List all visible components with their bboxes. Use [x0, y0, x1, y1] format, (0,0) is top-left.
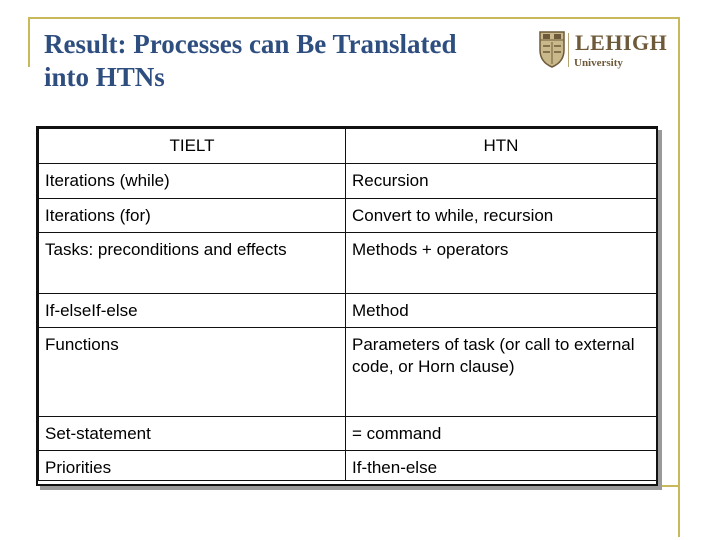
logo-subtitle: University	[574, 57, 623, 69]
logo-divider	[568, 33, 569, 67]
table-row	[39, 233, 657, 294]
comparison-table	[38, 128, 657, 481]
shield-icon	[538, 30, 566, 68]
table-cell: Recursion	[346, 164, 657, 199]
table-cell: Iterations (while)	[39, 164, 346, 199]
table-cell: Functions	[39, 328, 346, 417]
table-cell: Tasks: preconditions and effects	[39, 233, 346, 294]
lehigh-logo	[538, 30, 668, 70]
table-row	[39, 451, 657, 481]
table-row	[39, 164, 657, 199]
table-cell: If-elseIf-else	[39, 294, 346, 328]
title-line-1: Result: Processes can Be Translated	[44, 29, 457, 59]
table-cell: Priorities	[39, 451, 346, 481]
column-header-tielt: TIELT	[39, 129, 346, 164]
table-cell: Set-statement	[39, 417, 346, 451]
frame-left-rule	[28, 17, 30, 67]
table-cell: Methods + operators	[346, 233, 657, 294]
table-row	[39, 199, 657, 233]
frame-top-rule	[28, 17, 678, 19]
table-cell: Parameters of task (or call to external code, or Horn clause)	[346, 328, 657, 417]
table-row	[39, 417, 657, 451]
table-cell: If-then-else	[346, 451, 657, 481]
table-row	[39, 294, 657, 328]
table-header-row	[39, 129, 657, 164]
title-line-2: into HTNs	[44, 62, 165, 92]
frame-right-rule	[678, 17, 680, 537]
slide-title	[44, 28, 534, 94]
comparison-table-container	[36, 126, 658, 486]
table-cell: Iterations (for)	[39, 199, 346, 233]
logo-wordmark: LEHIGH	[575, 30, 668, 55]
table-cell: Method	[346, 294, 657, 328]
table-cell: = command	[346, 417, 657, 451]
table-row	[39, 328, 657, 417]
table-cell: Convert to while, recursion	[346, 199, 657, 233]
column-header-htn: HTN	[346, 129, 657, 164]
